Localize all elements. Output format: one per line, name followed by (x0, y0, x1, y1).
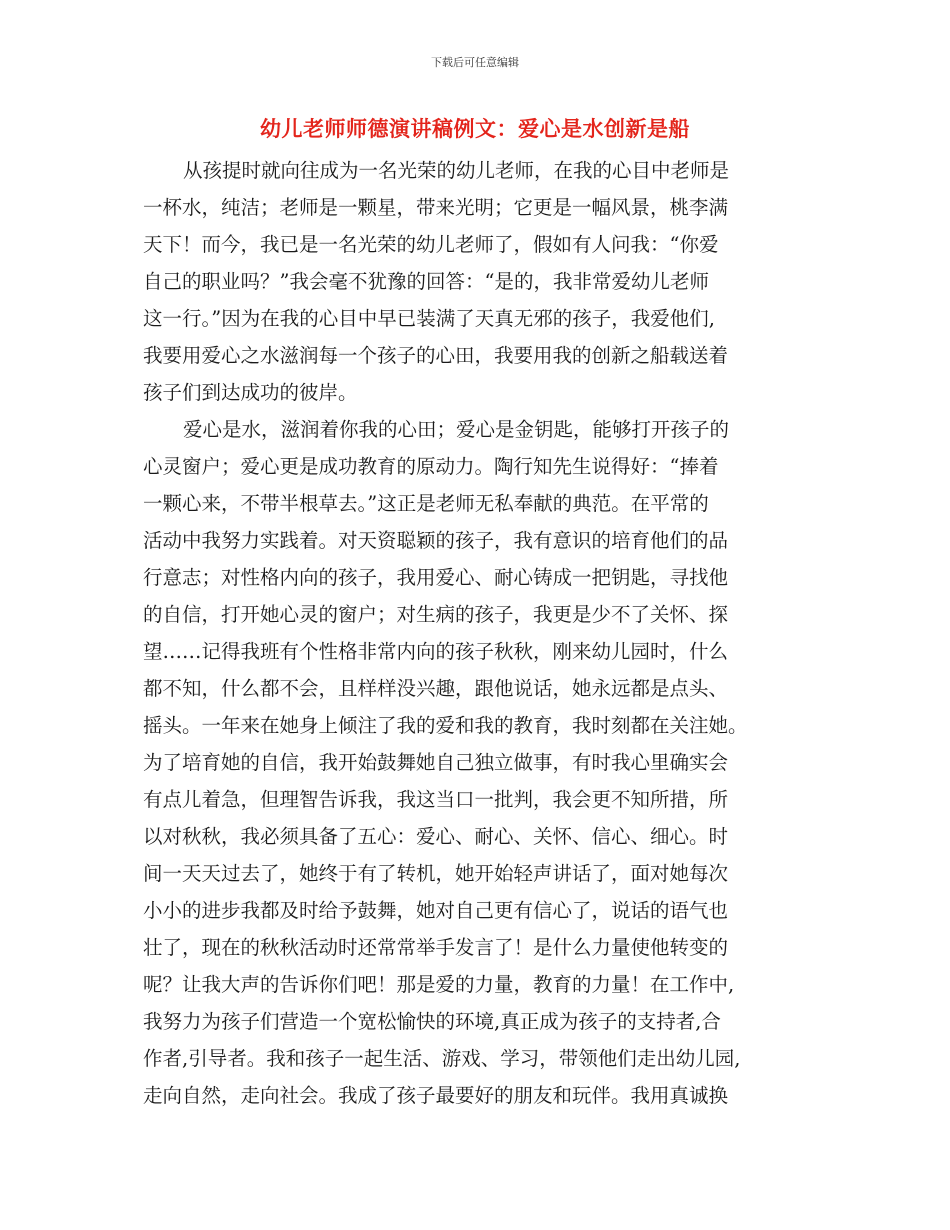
text-line: 以对秋秋，我必须具备了五心：爱心、耐心、关怀、信心、细心。时 (143, 825, 729, 848)
text-line: 都不知，什么都不会，且样样没兴趣，跟他说话，她永远都是点头、 (143, 677, 729, 700)
text-line: 我要用爱心之水滋润每一个孩子的心田，我要用我的创新之船载送着 (143, 344, 729, 367)
text-line: 作者,引导者。我和孩子一起生活、游戏、学习，带领他们走出幼儿园, (143, 1047, 741, 1070)
text-line: 走向自然，走向社会。我成了孩子最要好的朋友和玩伴。我用真诚换 (143, 1084, 729, 1107)
text-line: 间一天天过去了，她终于有了转机，她开始轻声讲话了，面对她每次 (143, 862, 729, 885)
text-line: 摇头。一年来在她身上倾注了我的爱和我的教育，我时刻都在关注她。 (143, 714, 748, 737)
text-line: 壮了，现在的秋秋活动时还常常举手发言了！是什么力量使他转变的 (143, 936, 729, 959)
text-line: 天下！而今，我已是一名光荣的幼儿老师了，假如有人问我：“你爱 (143, 233, 719, 256)
text-line: 我努力为孩子们营造一个宽松愉快的环境,真正成为孩子的支持者,合 (143, 1010, 721, 1033)
text-line: 的自信，打开她心灵的窗户；对生病的孩子，我更是少不了关怀、探 (143, 603, 729, 626)
text-line: 望……记得我班有个性格非常内向的孩子秋秋，刚来幼儿园时，什么 (143, 640, 729, 663)
paragraph-1 (143, 152, 823, 411)
text-line: 心灵窗户；爱心更是成功教育的原动力。陶行知先生说得好：“捧着 (143, 455, 719, 478)
paragraph-2 (143, 411, 823, 1114)
header-note: 下载后可任意编辑 (431, 56, 519, 69)
text-line: 一颗心来，不带半根草去。”这正是老师无私奉献的典范。在平常的 (143, 492, 709, 515)
text-line: 为了培育她的自信，我开始鼓舞她自己独立做事，有时我心里确实会 (143, 751, 729, 774)
text-line: 孩子们到达成功的彼岸。 (143, 381, 358, 404)
text-line: 呢？让我大声的告诉你们吧！那是爱的力量，教育的力量！在工作中, (143, 973, 735, 996)
text-line: 一杯水，纯洁；老师是一颗星，带来光明；它更是一幅风景，桃李满 (143, 196, 729, 219)
text-line: 自己的职业吗？”我会毫不犹豫的回答：“是的，我非常爱幼儿老师 (143, 270, 709, 293)
text-line: 有点儿着急，但理智告诉我，我这当口一批判，我会更不知所措，所 (143, 788, 729, 811)
document-title: 幼儿老师师德演讲稿例文：爱心是水创新是船 (260, 116, 690, 141)
text-line: 活动中我努力实践着。对天资聪颖的孩子，我有意识的培育他们的品 (143, 529, 729, 552)
text-line: 从孩提时就向往成为一名光荣的幼儿老师，在我的心目中老师是 (183, 159, 730, 182)
text-line: 小小的进步我都及时给予鼓舞，她对自己更有信心了，说话的语气也 (143, 899, 729, 922)
text-line: 行意志；对性格内向的孩子，我用爱心、耐心铸成一把钥匙，寻找他 (143, 566, 729, 589)
text-line: 爱心是水，滋润着你我的心田；爱心是金钥匙，能够打开孩子的 (183, 418, 730, 441)
document-body (143, 152, 823, 1114)
text-line: 这一行。”因为在我的心目中早已装满了天真无邪的孩子，我爱他们, (143, 307, 715, 330)
